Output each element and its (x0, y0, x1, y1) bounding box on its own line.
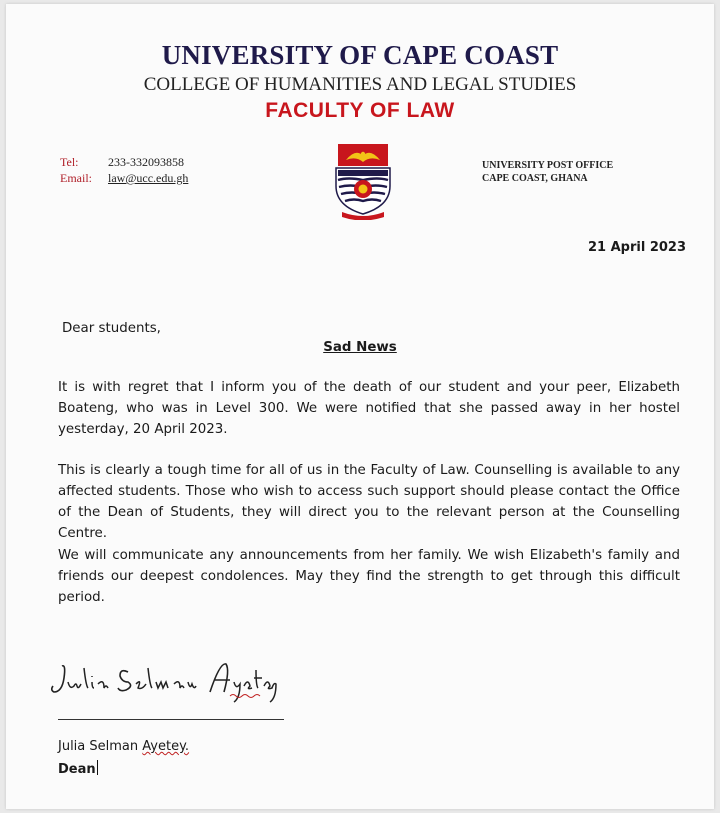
address-line-2: CAPE COAST, GHANA (482, 173, 588, 184)
faculty-name: FACULTY OF LAW (265, 99, 455, 122)
signature-line (58, 719, 284, 720)
handwritten-signature (50, 656, 290, 706)
signer-title[interactable] (58, 760, 98, 777)
email-label: Email: (60, 171, 92, 185)
signer-first-name: Julia Selman (58, 739, 139, 754)
letter-subject: Sad News (323, 340, 397, 355)
text-cursor (97, 760, 98, 775)
email-link[interactable]: law@ucc.edu.gh (108, 171, 189, 185)
college-name: COLLEGE OF HUMANITIES AND LEGAL STUDIES (143, 74, 577, 95)
postal-address (482, 159, 613, 185)
letter-page (6, 4, 714, 809)
signer-title-text: Dean (58, 762, 96, 777)
university-name: UNIVERSITY OF CAPE COAST (161, 40, 559, 70)
tel-value: 233-332093858 (108, 155, 184, 169)
tel-label: Tel: (60, 155, 79, 169)
ucc-crest-icon (328, 140, 398, 220)
address-line-1: UNIVERSITY POST OFFICE (482, 160, 614, 171)
salutation: Dear students, (62, 321, 161, 336)
contact-block (60, 154, 188, 186)
signer-name (58, 739, 189, 754)
signer-last-name: Ayetey. (142, 739, 190, 754)
letter-date: 21 April 2023 (587, 240, 686, 255)
paragraph-2: This is clearly a tough time for all of us in the Faculty of Law. Counselling is available to any affected students. Those who wish to access such support should please contact the Office of the Dean of Students, they will direct you to the relevant person at the Counselling Centre. (58, 463, 680, 541)
paragraph-3: We will communicate any announcements from her family. We wish Elizabeth's family and friends our deepest condolences. May they find the strength to get through this difficult period. (58, 548, 680, 605)
paragraph-1: It is with regret that I inform you of the death of our student and your peer, Elizabeth Boateng, who was in Level 300. We were notified that she passed away in her hostel yesterday, 20 April 2023. (58, 380, 680, 437)
